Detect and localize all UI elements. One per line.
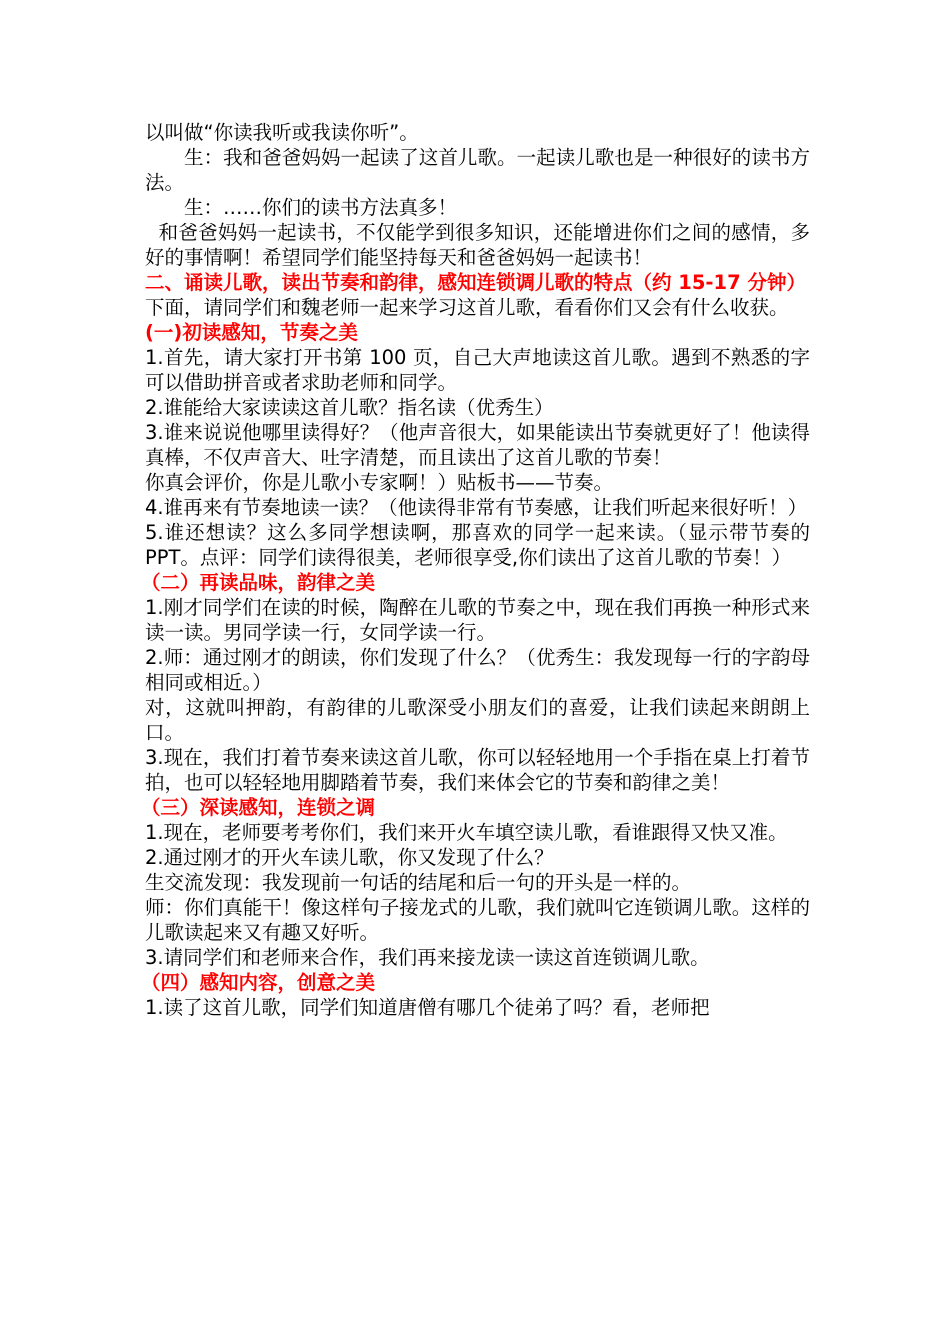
paragraph: 和爸爸妈妈一起读书，不仅能学到很多知识，还能增进你们之间的感情，多好的事情啊！希望同学们能坚持每天和爸爸妈妈一起读书！	[145, 221, 810, 269]
list-item: 1.读了这首儿歌，同学们知道唐僧有哪几个徒弟了吗？看，老师把	[145, 996, 710, 1019]
subsection-heading: （二）再读品味，韵律之美	[141, 571, 376, 594]
list-item: 5.谁还想读？这么多同学想读啊，那喜欢的同学一起来读。（显示带节奏的 PPT。点评：同学们读得很美，老师很享受,你们读出了这首儿歌的节奏！）	[145, 521, 810, 569]
section-heading: 二、诵读儿歌，读出节奏和韵律，感知连锁调儿歌的特点（约 15-17 分钟）	[145, 271, 806, 294]
list-item: 4.谁再来有节奏地读一读？（他读得非常有节奏感，让我们听起来很好听！）	[145, 496, 808, 519]
student-dialogue: 生：……你们的读书方法真多！	[184, 196, 458, 219]
list-item: 3.现在，我们打着节奏来读这首儿歌，你可以轻轻地用一个手指在桌上打着节拍，也可以轻轻地用脚踏着节奏，我们来体会它的节奏和韵律之美！	[145, 746, 810, 794]
paragraph: 生交流发现：我发现前一句话的结尾和后一句的开头是一样的。	[145, 871, 692, 894]
list-item: 1.首先，请大家打开书第 100 页，自己大声地读这首儿歌。遇到不熟悉的字可以借助拼音或者求助老师和同学。	[145, 346, 810, 394]
list-item: 2.师：通过刚才的朗读，你们发现了什么？（优秀生：我发现每一行的字韵母相同或相近。）	[145, 646, 810, 694]
list-item: 2.谁能给大家读读这首儿歌？指名读（优秀生）	[145, 396, 554, 419]
list-item: 1.现在，老师要考考你们，我们来开火车填空读儿歌，看谁跟得又快又准。	[145, 821, 788, 844]
list-item: 3.谁来说说他哪里读得好？（他声音很大，如果能读出节奏就更好了！他读得真棒，不仅声音大、吐字清楚，而且读出了这首儿歌的节奏！	[145, 421, 810, 469]
paragraph: 对，这就叫押韵，有韵律的儿歌深受小朋友们的喜爱，让我们读起来朗朗上口。	[145, 696, 810, 744]
subsection-heading: （三）深读感知，连锁之调	[141, 796, 376, 819]
subsection-heading: (一)初读感知，节奏之美	[145, 321, 358, 344]
subsection-heading: （四）感知内容，创意之美	[141, 971, 376, 994]
paragraph: 下面，请同学们和魏老师一起来学习这首儿歌，看看你们又会有什么收获。	[145, 296, 789, 319]
list-item: 3.请同学们和老师来合作，我们再来接龙读一读这首连锁调儿歌。	[145, 946, 710, 969]
list-item: 1.刚才同学们在读的时候，陶醉在儿歌的节奏之中，现在我们再换一种形式来读一读。男同学读一行，女同学读一行。	[145, 596, 810, 644]
paragraph: 以叫做“你读我听或我读你听”。	[145, 121, 419, 144]
document-body	[141, 120, 810, 1020]
list-item: 2.通过刚才的开火车读儿歌，你又发现了什么？	[145, 846, 554, 869]
paragraph: 你真会评价，你是儿歌小专家啊！）贴板书——节奏。	[145, 471, 614, 494]
paragraph: 师：你们真能干！像这样句子接龙式的儿歌，我们就叫它连锁调儿歌。这样的儿歌读起来又有趣又好听。	[145, 896, 810, 944]
student-dialogue: 生：我和爸爸妈妈一起读了这首儿歌。一起读儿歌也是一种很好的读书方法。	[145, 146, 810, 194]
